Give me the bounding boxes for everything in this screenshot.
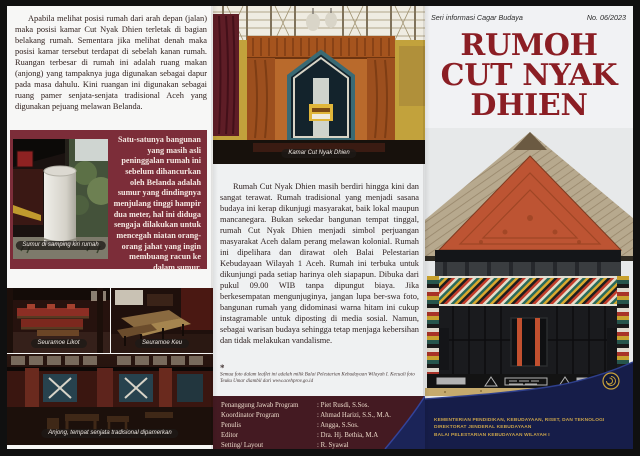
- anjong-caption: Anjong, tempat senjata tradisional dipamerkan: [41, 429, 178, 438]
- house-photo: [425, 128, 633, 406]
- seuramoe-likot-photo: [7, 288, 110, 353]
- ministry-line: KEMENTERIAN PENDIDIKAN, KEBUDAYAAN, RISET, DAN TEKNOLOGI: [434, 417, 605, 422]
- ministry-line: BALAI PELESTARIAN KEBUDAYAAN WILAYAH I: [434, 432, 550, 437]
- credit-row: [221, 422, 425, 430]
- credit-row: [221, 442, 425, 449]
- main-paragraph: Rumah Cut Nyak Dhien masih berdiri hingga kini dan sangat terawat. Rumah tradisional yang menjadi sasana budaya ini kerap dikunjugi masyarakat, baik lokal maupun mancanegara. Bukan sekedar bangunan tempat tinggal, rumah Cut Nyak Dhien menjadi simbol perjuangan masyarakat Aceh dalam perang melawan kolonial. Rumah ini dipelihara dan dirawat oleh Balai Pelestarian Kebudayaan Wilayah 1 Aceh. Rumah ini terbuka untuk dikunjungi pada setiap harinya oleh siapapun. Dibuka dari pukul 09.00 WIB tanpa dipungut biaya. Jika berkesempatan mengunjuginya, jangan lupa ber-swa foto, bangunan rumah yang didominasi warna hitam ini cukup instagramable untuk diposting di media sosial. Namun, sebagai warisan budaya sehingga tetap menjaga kebersihan dan tidak melakukan vandalisme.: [220, 182, 419, 345]
- credit-value: : Angga, S.Sos.: [317, 421, 359, 429]
- credit-value: : R. Syawal: [317, 441, 349, 449]
- well-photo: [13, 139, 108, 259]
- footnote: [220, 364, 418, 388]
- cover-title: [425, 28, 633, 123]
- credit-value: : Dra. Hj. Bethia, M.A: [317, 431, 379, 439]
- cover-footer: [425, 406, 633, 449]
- leaflet: [7, 6, 633, 449]
- credit-label: Setting/ Layout: [221, 441, 264, 449]
- credit-row: [221, 402, 425, 410]
- cover-title-line: DHIEN: [470, 88, 588, 123]
- seuramoe-keu-photo: [111, 288, 213, 353]
- ministry-text: [434, 416, 604, 438]
- anjong-photo: [7, 354, 213, 445]
- well-callout-text: Satu-satunya bangunan yang masih asli peninggalan rumah ini sebelum dihancurkan oleh Belanda adalah sumur yang dindingnya menjulang tinggi hampir dua meter, hal ini diduga sengaja dilakukan untuk mencegah niatan orang-orang jahat yang ingin membuang racun ke dalam sumur.: [113, 135, 201, 272]
- kamar-photo: [213, 6, 425, 164]
- series-label: Seri informasi Cagar Budaya: [431, 13, 523, 22]
- credit-label: Editor: [221, 431, 238, 439]
- cover-header: [431, 13, 626, 22]
- seuramoe-likot-caption: Seuramoe Likot: [30, 339, 86, 348]
- intro-paragraph: Apabila melihat posisi rumah dari arah depan (jalan) maka posisi kamar Cut Nyak Dhien terletak di bagian belakang rumah. Sementara jika melihat denah maka posisi kamar tersebut terdapat di sebelah kanan rumah. Ruangan terbesar di rumah ini adalah ruang makan (anjong) yang tampaknya juga digunakan sebagai dapur pada masa dahulu. Kini ruangan ini digunakan sebagai ruang pamer senjata-senjata tradisional Aceh yang digunakan pejuang melawan Belanda.: [15, 14, 207, 111]
- well-callout-block: [10, 130, 207, 272]
- cover-title-line: RUMOH: [460, 28, 598, 63]
- fold-shadow: [211, 6, 218, 449]
- ministry-line: DIREKTORAT JENDERAL KEBUDAYAAN: [434, 424, 532, 430]
- credit-label: Koordinator Program: [221, 411, 280, 419]
- cover-title-line: CUT NYAK: [440, 58, 618, 93]
- kamar-image: [213, 6, 425, 164]
- issue-number: No. 06/2023: [586, 13, 626, 22]
- fold-shadow: [423, 6, 430, 449]
- credit-label: Penulis: [221, 421, 242, 429]
- credit-value: : Ahmad Harizi, S.S., M.A.: [317, 411, 392, 419]
- credits-block: [213, 396, 425, 449]
- well-photo-caption: Sumur di samping kiri rumah: [15, 241, 105, 250]
- kamar-caption: Kamar Cut Nyak Dhien: [281, 149, 356, 158]
- house-image: [425, 128, 633, 406]
- credit-row: [221, 432, 425, 440]
- seuramoe-keu-caption: Seuramoe Keu: [135, 339, 189, 348]
- credit-value: : Piet Rusdi, S.Sos.: [317, 402, 370, 409]
- footnote-asterisk: *: [220, 363, 225, 373]
- footnote-text: Semua foto dalam leaflet ini adalah milik Balai Pelestarian Kebudayaan Wilayah I. Kecuali foto Teuku Umar diambil dari www.acehprov.go.id: [220, 372, 415, 384]
- credit-row: [221, 412, 425, 420]
- credit-label: Penanggung Jawab Program: [221, 402, 299, 409]
